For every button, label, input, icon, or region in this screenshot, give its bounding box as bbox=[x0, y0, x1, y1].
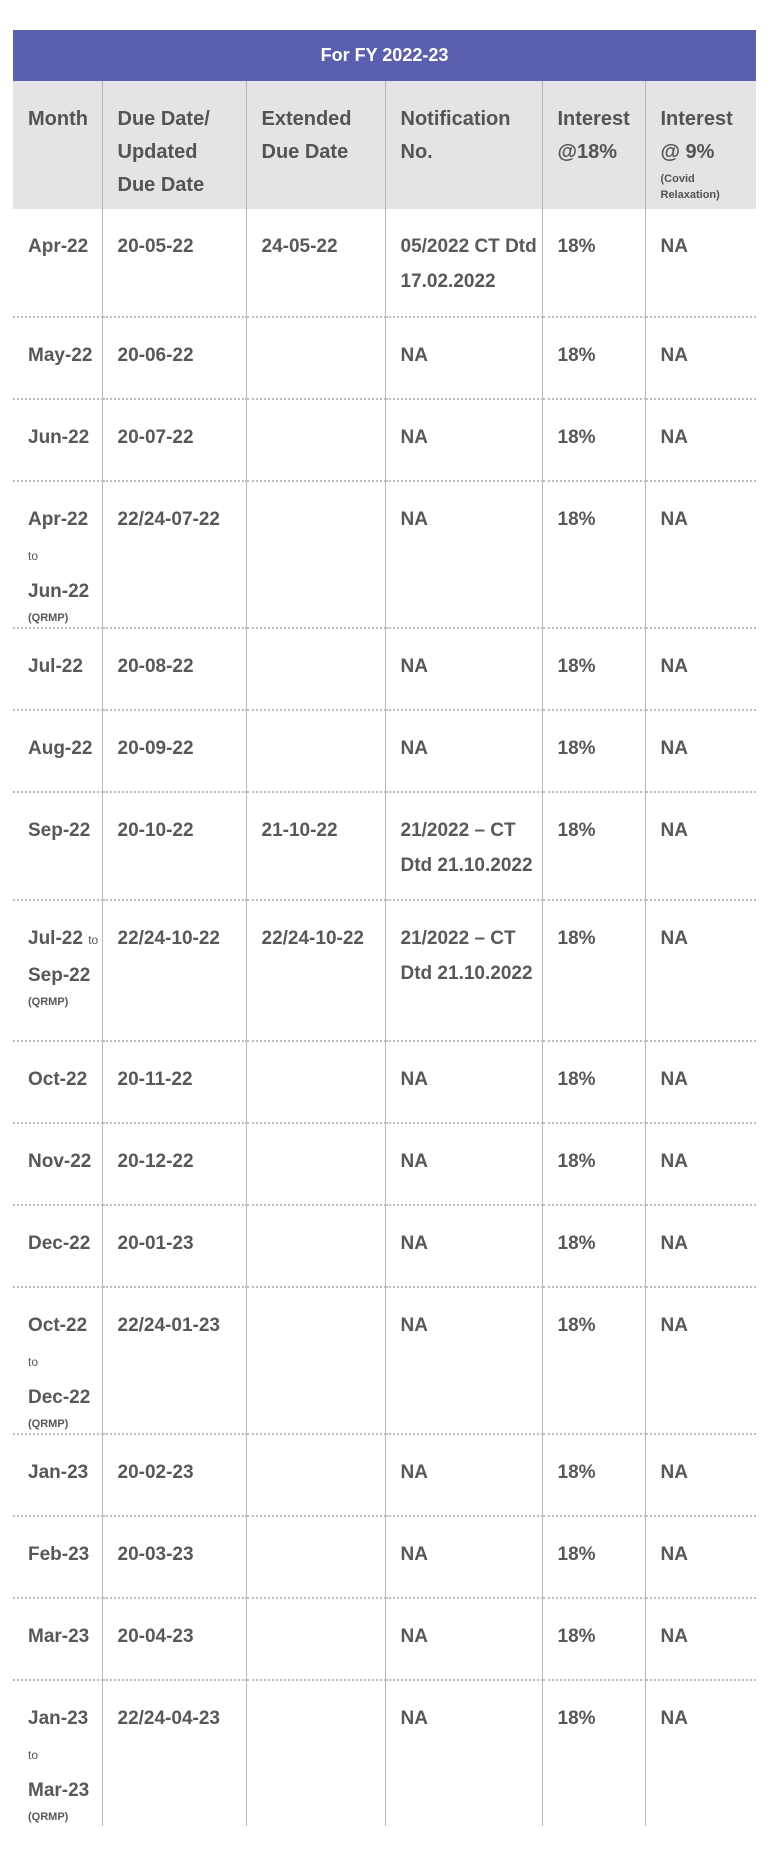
cell-month: Mar-23 bbox=[13, 1598, 102, 1680]
cell-interest-18: 18% bbox=[542, 1434, 645, 1516]
cell-extended-date bbox=[246, 1680, 385, 1826]
cell-due-date: 20-02-23 bbox=[102, 1434, 246, 1516]
cell-notification: NA bbox=[385, 1205, 542, 1287]
cell-due-date: 20-12-22 bbox=[102, 1123, 246, 1205]
cell-notification: NA bbox=[385, 317, 542, 399]
cell-interest-9: NA bbox=[645, 1598, 756, 1680]
cell-month: Jan-23 to Mar-23 (QRMP) bbox=[13, 1680, 102, 1826]
cell-extended-date bbox=[246, 317, 385, 399]
header-row bbox=[13, 81, 756, 209]
table-row-qrmp bbox=[13, 1680, 756, 1826]
cell-interest-18: 18% bbox=[542, 1287, 645, 1434]
cell-month: Nov-22 bbox=[13, 1123, 102, 1205]
cell-notification: 05/2022 CT Dtd 17.02.2022 bbox=[385, 209, 542, 317]
table-row bbox=[13, 1041, 756, 1123]
cell-extended-date bbox=[246, 1598, 385, 1680]
table-row bbox=[13, 1598, 756, 1680]
cell-due-date: 20-07-22 bbox=[102, 399, 246, 481]
header-notification-no: Notification No. bbox=[385, 81, 542, 209]
cell-interest-9: NA bbox=[645, 792, 756, 900]
cell-notification: NA bbox=[385, 628, 542, 710]
cell-interest-9: NA bbox=[645, 481, 756, 628]
cell-extended-date bbox=[246, 1205, 385, 1287]
cell-due-date: 20-05-22 bbox=[102, 209, 246, 317]
cell-interest-9: NA bbox=[645, 209, 756, 317]
cell-interest-9: NA bbox=[645, 1123, 756, 1205]
table-row bbox=[13, 317, 756, 399]
cell-due-date: 20-08-22 bbox=[102, 628, 246, 710]
cell-notification: NA bbox=[385, 1287, 542, 1434]
cell-extended-date bbox=[246, 1434, 385, 1516]
cell-notification: NA bbox=[385, 1434, 542, 1516]
cell-interest-9: NA bbox=[645, 1041, 756, 1123]
cell-due-date: 22/24-01-23 bbox=[102, 1287, 246, 1434]
cell-month: Jul-22 to Sep-22 (QRMP) bbox=[13, 900, 102, 1041]
cell-notification: NA bbox=[385, 481, 542, 628]
cell-notification: NA bbox=[385, 1516, 542, 1598]
cell-due-date: 20-11-22 bbox=[102, 1041, 246, 1123]
table-row-qrmp bbox=[13, 900, 756, 1041]
cell-interest-18: 18% bbox=[542, 1123, 645, 1205]
cell-interest-9: NA bbox=[645, 628, 756, 710]
cell-interest-18: 18% bbox=[542, 710, 645, 792]
cell-month: Oct-22 to Dec-22 (QRMP) bbox=[13, 1287, 102, 1434]
cell-month: Feb-23 bbox=[13, 1516, 102, 1598]
cell-due-date: 22/24-04-23 bbox=[102, 1680, 246, 1826]
qrmp-label: (QRMP) bbox=[28, 996, 69, 1008]
cell-interest-18: 18% bbox=[542, 1205, 645, 1287]
cell-month: Jun-22 bbox=[13, 399, 102, 481]
cell-notification: NA bbox=[385, 1680, 542, 1826]
cell-extended-date bbox=[246, 399, 385, 481]
cell-extended-date: 22/24-10-22 bbox=[246, 900, 385, 1041]
cell-due-date: 22/24-07-22 bbox=[102, 481, 246, 628]
header-month: Month bbox=[13, 81, 102, 209]
cell-interest-9: NA bbox=[645, 710, 756, 792]
table-row bbox=[13, 399, 756, 481]
cell-interest-9: NA bbox=[645, 1287, 756, 1434]
cell-interest-18: 18% bbox=[542, 1516, 645, 1598]
table-banner: For FY 2022-23 bbox=[13, 30, 756, 81]
table-row bbox=[13, 209, 756, 317]
table-row bbox=[13, 1434, 756, 1516]
header-due-date: Due Date/ Updated Due Date bbox=[102, 81, 246, 209]
cell-interest-18: 18% bbox=[542, 628, 645, 710]
cell-month: Sep-22 bbox=[13, 792, 102, 900]
cell-extended-date bbox=[246, 1123, 385, 1205]
cell-due-date: 20-09-22 bbox=[102, 710, 246, 792]
cell-notification: NA bbox=[385, 710, 542, 792]
cell-extended-date bbox=[246, 1516, 385, 1598]
qrmp-label: (QRMP) bbox=[28, 1811, 69, 1823]
qrmp-label: (QRMP) bbox=[28, 612, 69, 624]
cell-interest-18: 18% bbox=[542, 1598, 645, 1680]
cell-month: Jul-22 bbox=[13, 628, 102, 710]
cell-interest-9: NA bbox=[645, 1205, 756, 1287]
cell-notification: NA bbox=[385, 1041, 542, 1123]
cell-interest-18: 18% bbox=[542, 1041, 645, 1123]
cell-month: Dec-22 bbox=[13, 1205, 102, 1287]
cell-interest-9: NA bbox=[645, 1680, 756, 1826]
table-row bbox=[13, 710, 756, 792]
cell-interest-18: 18% bbox=[542, 900, 645, 1041]
cell-due-date: 22/24-10-22 bbox=[102, 900, 246, 1041]
cell-extended-date bbox=[246, 710, 385, 792]
header-interest-9: Interest @ 9% (Covid Relaxation) bbox=[645, 81, 756, 209]
cell-interest-9: NA bbox=[645, 399, 756, 481]
cell-interest-9: NA bbox=[645, 1516, 756, 1598]
cell-notification: NA bbox=[385, 399, 542, 481]
cell-month: Apr-22 bbox=[13, 209, 102, 317]
cell-extended-date bbox=[246, 1041, 385, 1123]
cell-interest-9: NA bbox=[645, 317, 756, 399]
cell-due-date: 20-03-23 bbox=[102, 1516, 246, 1598]
qrmp-label: (QRMP) bbox=[28, 1418, 69, 1430]
cell-due-date: 20-06-22 bbox=[102, 317, 246, 399]
due-date-table bbox=[13, 81, 756, 1826]
table-row bbox=[13, 1205, 756, 1287]
covid-relaxation-note: (Covid Relaxation) bbox=[660, 173, 720, 201]
cell-interest-18: 18% bbox=[542, 209, 645, 317]
table-row bbox=[13, 1123, 756, 1205]
table-row-qrmp bbox=[13, 481, 756, 628]
cell-extended-date bbox=[246, 1287, 385, 1434]
cell-month: Aug-22 bbox=[13, 710, 102, 792]
cell-due-date: 20-04-23 bbox=[102, 1598, 246, 1680]
cell-interest-18: 18% bbox=[542, 792, 645, 900]
cell-interest-18: 18% bbox=[542, 317, 645, 399]
cell-month: Oct-22 bbox=[13, 1041, 102, 1123]
table-row bbox=[13, 792, 756, 900]
cell-month: Apr-22 to Jun-22 (QRMP) bbox=[13, 481, 102, 628]
cell-month: Jan-23 bbox=[13, 1434, 102, 1516]
table-row bbox=[13, 628, 756, 710]
cell-due-date: 20-10-22 bbox=[102, 792, 246, 900]
cell-notification: NA bbox=[385, 1598, 542, 1680]
header-extended-due-date: Extended Due Date bbox=[246, 81, 385, 209]
cell-interest-18: 18% bbox=[542, 1680, 645, 1826]
cell-interest-9: NA bbox=[645, 900, 756, 1041]
cell-extended-date bbox=[246, 628, 385, 710]
cell-interest-18: 18% bbox=[542, 399, 645, 481]
cell-extended-date: 21-10-22 bbox=[246, 792, 385, 900]
header-interest-18: Interest @18% bbox=[542, 81, 645, 209]
cell-interest-18: 18% bbox=[542, 481, 645, 628]
cell-extended-date bbox=[246, 481, 385, 628]
cell-notification: 21/2022 – CT Dtd 21.10.2022 bbox=[385, 900, 542, 1041]
cell-notification: 21/2022 – CT Dtd 21.10.2022 bbox=[385, 792, 542, 900]
due-date-table-panel bbox=[13, 30, 756, 1826]
cell-month: May-22 bbox=[13, 317, 102, 399]
cell-interest-9: NA bbox=[645, 1434, 756, 1516]
table-row bbox=[13, 1516, 756, 1598]
cell-extended-date: 24-05-22 bbox=[246, 209, 385, 317]
cell-notification: NA bbox=[385, 1123, 542, 1205]
cell-due-date: 20-01-23 bbox=[102, 1205, 246, 1287]
table-row-qrmp bbox=[13, 1287, 756, 1434]
